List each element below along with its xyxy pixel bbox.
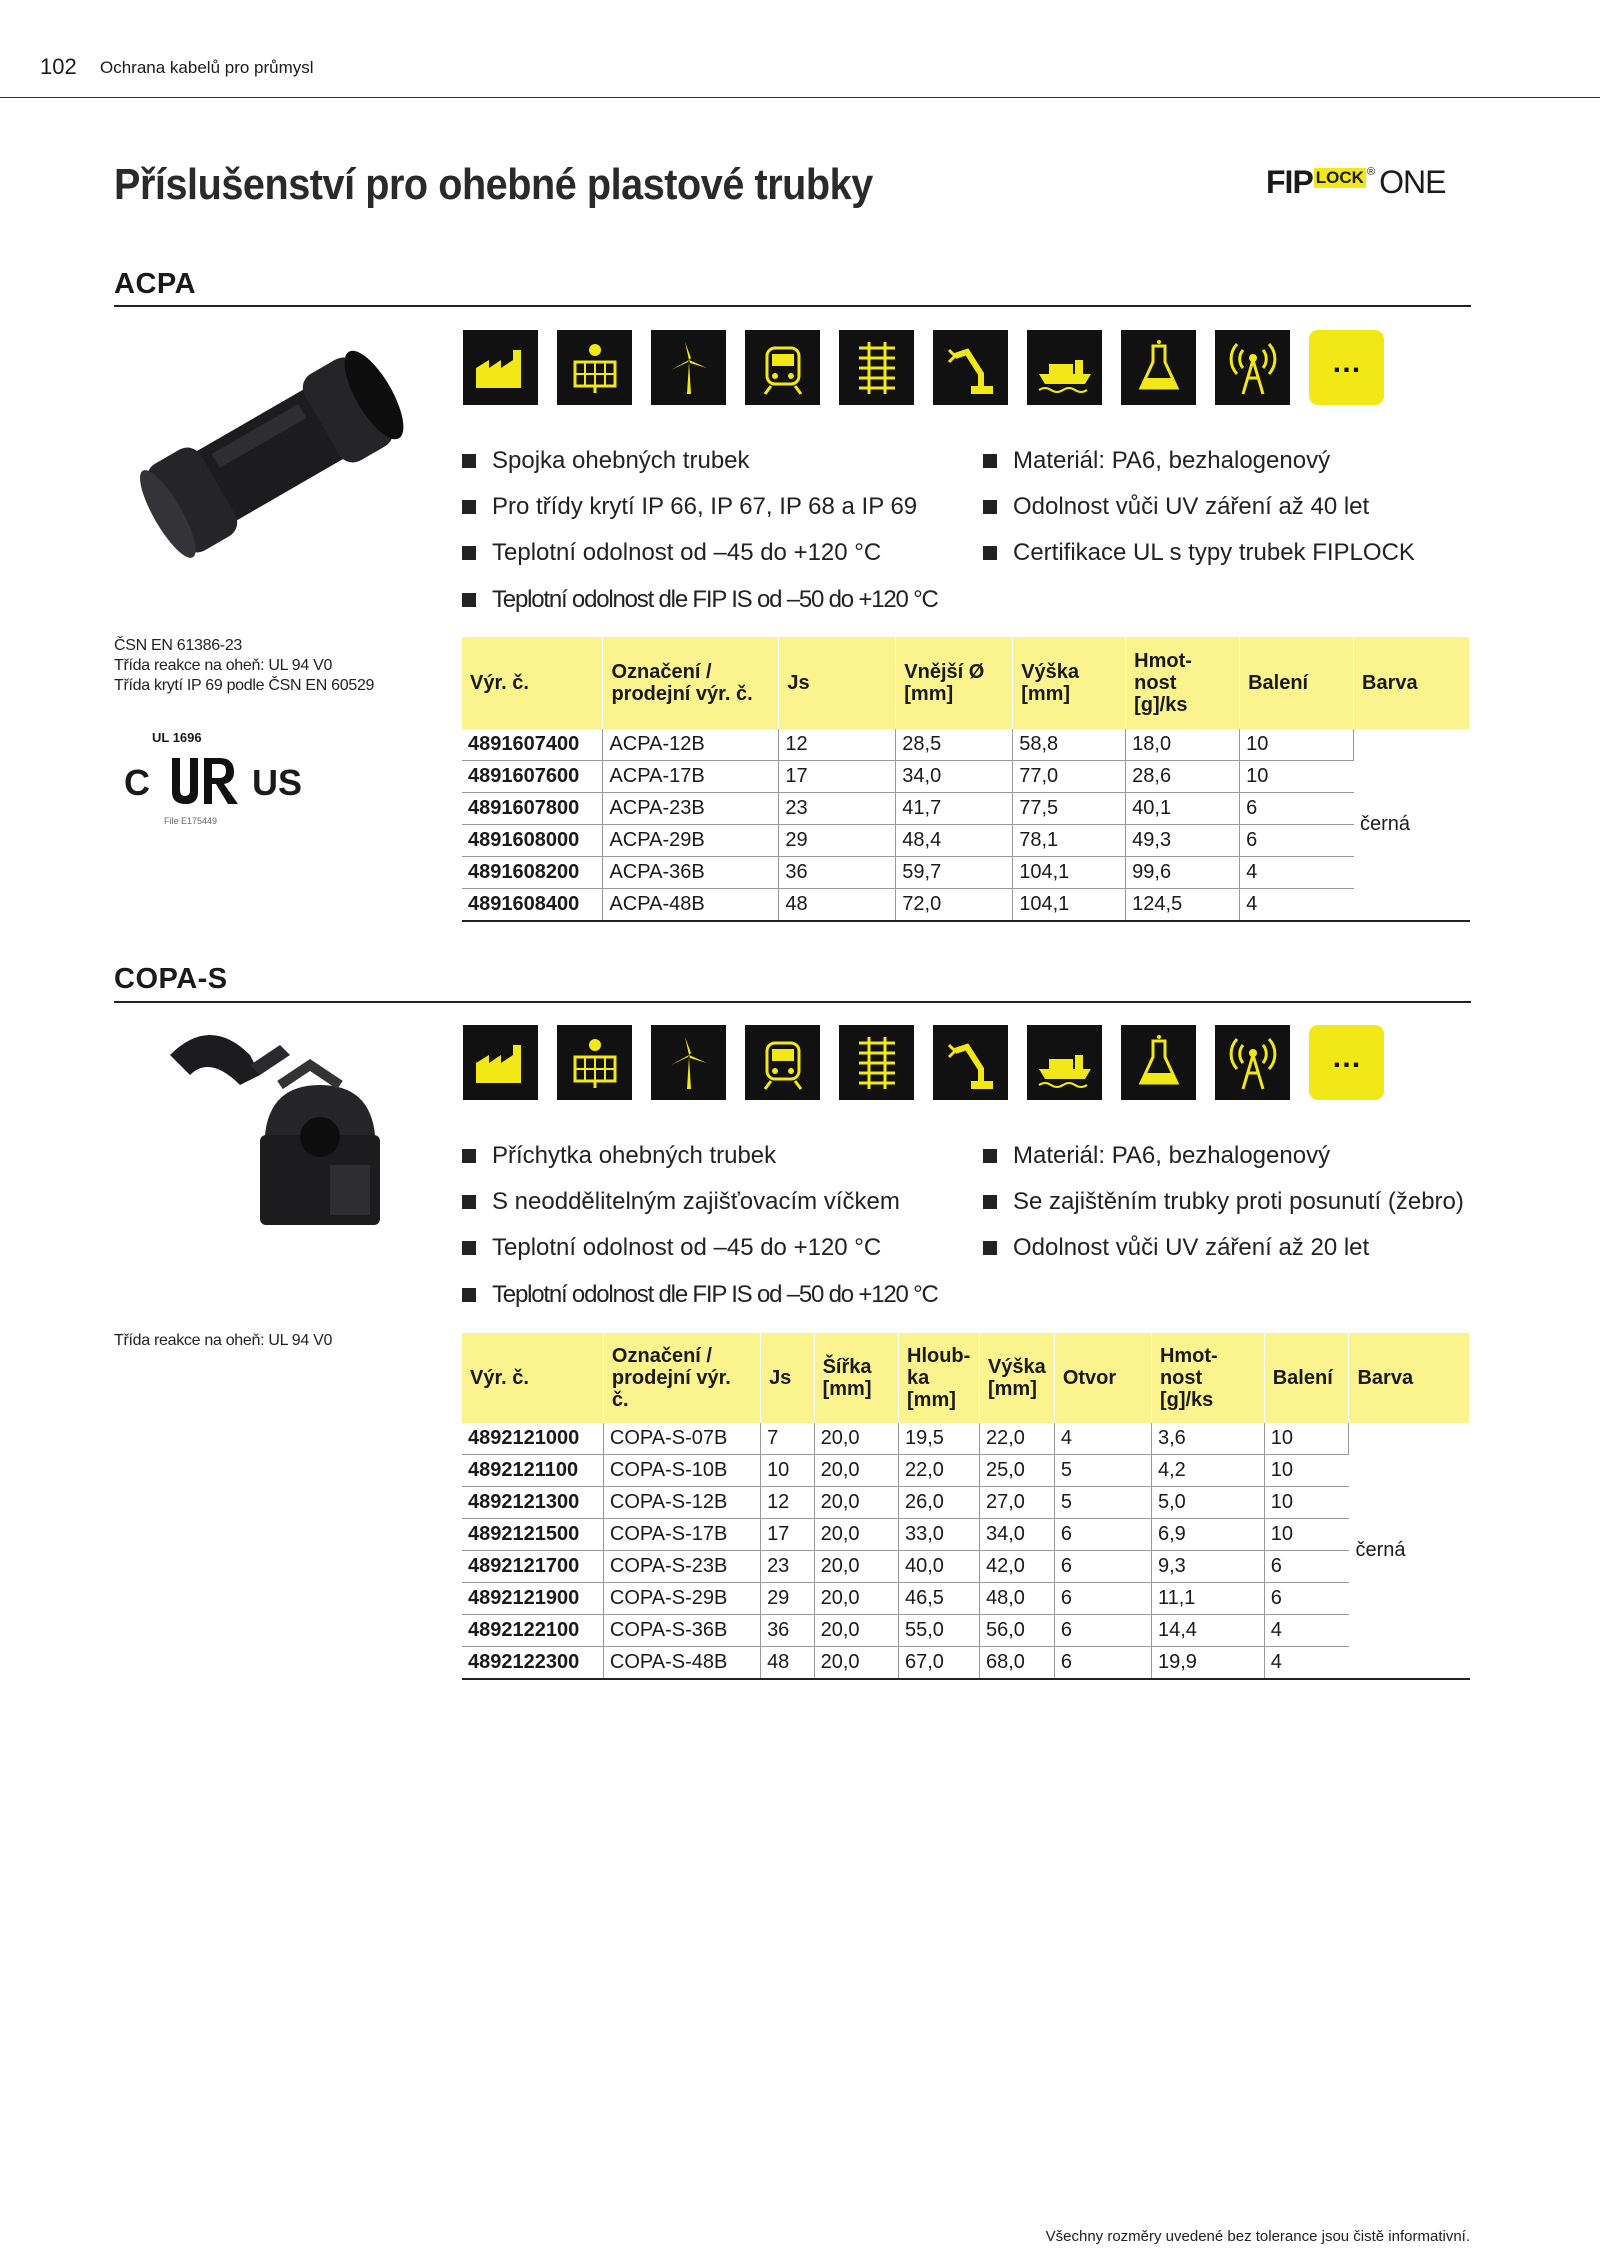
table-cell: 22,0 [979, 1423, 1054, 1455]
train-icon [745, 330, 820, 405]
table-cell: 17 [779, 761, 896, 793]
table-cell: COPA-S-29B [603, 1583, 760, 1615]
table-cell: 18,0 [1126, 729, 1240, 761]
table-cell: 10 [1264, 1423, 1349, 1455]
table-row [462, 1647, 1470, 1680]
ul-certification-mark [116, 730, 306, 840]
page-number: 102 [40, 54, 77, 79]
table-row [462, 1615, 1470, 1647]
logo-lock: LOCK [1315, 168, 1364, 187]
copa-industry-icons [463, 1025, 1384, 1100]
table-cell: 10 [1264, 1455, 1349, 1487]
table-cell: 17 [761, 1519, 815, 1551]
table-row [462, 1519, 1470, 1551]
table-cell: 22,0 [899, 1455, 980, 1487]
col-header: Hloub- ka [mm] [899, 1333, 980, 1423]
table-cell: 20,0 [814, 1423, 898, 1455]
robot-arm-icon [933, 330, 1008, 405]
wind-turbine-icon [651, 1025, 726, 1100]
wind-turbine-icon [651, 330, 726, 405]
table-cell: COPA-S-07B [603, 1423, 760, 1455]
acpa-side-note: ČSN EN 61386-23 [114, 637, 243, 654]
table-cell: 124,5 [1126, 889, 1240, 922]
col-header: Výška [mm] [979, 1333, 1054, 1423]
table-cell: 4 [1240, 889, 1354, 922]
table-cell: 28,5 [896, 729, 1013, 761]
table-cell: 26,0 [899, 1487, 980, 1519]
table-row [462, 889, 1470, 922]
ship-icon [1027, 1025, 1102, 1100]
table-cell: 33,0 [899, 1519, 980, 1551]
table-cell: 6 [1054, 1551, 1151, 1583]
col-header: Výr. č. [462, 1333, 603, 1423]
table-cell: 56,0 [979, 1615, 1054, 1647]
table-cell: COPA-S-36B [603, 1615, 760, 1647]
table-cell: 3,6 [1151, 1423, 1264, 1455]
acpa-product-image [130, 335, 410, 575]
col-header: Barva [1354, 637, 1470, 729]
table-cell: 28,6 [1126, 761, 1240, 793]
col-header: Výr. č. [462, 637, 603, 729]
table-row [462, 729, 1470, 761]
copa-bullet-1: Příchytka ohebných trubek [462, 1142, 776, 1170]
fiplock-one-logo [1266, 164, 1445, 200]
ul-mark-us: US [252, 762, 303, 803]
col-header: Js [761, 1333, 815, 1423]
table-row [462, 1423, 1470, 1455]
table-cell: 72,0 [896, 889, 1013, 922]
ul-mark-top: UL 1696 [152, 730, 202, 745]
table-cell: COPA-S-17B [603, 1519, 760, 1551]
table-cell: 68,0 [979, 1647, 1054, 1680]
table-cell: 48,0 [979, 1583, 1054, 1615]
railway-track-icon [839, 1025, 914, 1100]
table-cell: ACPA-12B [603, 729, 779, 761]
table-cell: 4891608000 [462, 825, 603, 857]
page-title: Příslušenství pro ohebné plastové trubky [114, 160, 873, 209]
table-cell: 40,1 [1126, 793, 1240, 825]
copa-side-notes [114, 1331, 332, 1351]
table-cell: 20,0 [814, 1583, 898, 1615]
more-icon-label: … [1331, 1040, 1362, 1074]
table-cell: COPA-S-48B [603, 1647, 760, 1680]
table-cell: 48,4 [896, 825, 1013, 857]
train-icon [745, 1025, 820, 1100]
table-cell: 10 [761, 1455, 815, 1487]
table-cell: ACPA-36B [603, 857, 779, 889]
table-cell: 4892121500 [462, 1519, 603, 1551]
table-cell: 6 [1054, 1519, 1151, 1551]
table-cell: 4,2 [1151, 1455, 1264, 1487]
table-cell: 49,3 [1126, 825, 1240, 857]
acpa-bullet-2: Pro třídy krytí IP 66, IP 67, IP 68 a IP 69 [462, 493, 917, 521]
table-cell: 4 [1054, 1423, 1151, 1455]
logo-one: ONE [1379, 164, 1446, 200]
col-header: Hmot- nost [g]/ks [1151, 1333, 1264, 1423]
table-cell: 6,9 [1151, 1519, 1264, 1551]
antenna-icon [1215, 330, 1290, 405]
table-cell: ACPA-23B [603, 793, 779, 825]
table-cell: 34,0 [896, 761, 1013, 793]
acpa-side-note: Třída reakce na oheň: UL 94 V0 [114, 657, 333, 674]
table-cell: 5,0 [1151, 1487, 1264, 1519]
flask-icon [1121, 330, 1196, 405]
table-cell: 78,1 [1013, 825, 1126, 857]
table-cell: 20,0 [814, 1551, 898, 1583]
table-cell: 20,0 [814, 1647, 898, 1680]
copa-side-note: Třída reakce na oheň: UL 94 V0 [114, 1332, 333, 1349]
robot-arm-icon [933, 1025, 1008, 1100]
table-cell: COPA-S-12B [603, 1487, 760, 1519]
flask-icon [1121, 1025, 1196, 1100]
table-cell: 4891608400 [462, 889, 603, 922]
table-row [462, 761, 1470, 793]
table-row [462, 793, 1470, 825]
table-cell: 41,7 [896, 793, 1013, 825]
table-cell: 6 [1240, 793, 1354, 825]
acpa-industry-icons [463, 330, 1384, 405]
acpa-side-notes [114, 636, 374, 696]
table-cell: 4892121300 [462, 1487, 603, 1519]
table-cell: 6 [1054, 1615, 1151, 1647]
table-cell: 6 [1264, 1551, 1349, 1583]
more-icon [1309, 1025, 1384, 1100]
copa-product-image [150, 1025, 410, 1265]
table-cell: 20,0 [814, 1455, 898, 1487]
table-cell: 25,0 [979, 1455, 1054, 1487]
table-row [462, 825, 1470, 857]
table-cell: 19,5 [899, 1423, 980, 1455]
table-cell: 4891607800 [462, 793, 603, 825]
table-cell: 4 [1264, 1647, 1349, 1680]
table-cell: 59,7 [896, 857, 1013, 889]
table-cell: 11,1 [1151, 1583, 1264, 1615]
table-cell: 4892121100 [462, 1455, 603, 1487]
table-row [462, 1583, 1470, 1615]
table-cell: 36 [779, 857, 896, 889]
table-cell: 4891608200 [462, 857, 603, 889]
table-row [462, 1487, 1470, 1519]
table-cell: 6 [1264, 1583, 1349, 1615]
table-cell: 34,0 [979, 1519, 1054, 1551]
col-header: Šířka [mm] [814, 1333, 898, 1423]
table-cell: 23 [761, 1551, 815, 1583]
table-cell: 48 [761, 1647, 815, 1680]
copa-table-header [462, 1333, 1470, 1423]
copa-bullet-3: Teplotní odolnost od –45 do +120 °C [462, 1234, 881, 1262]
copa-rule [114, 1001, 1471, 1003]
acpa-table [462, 637, 1470, 922]
table-cell: 4892122100 [462, 1615, 603, 1647]
table-cell: 10 [1240, 761, 1354, 793]
page-header [0, 0, 1600, 100]
acpa-heading: ACPA [114, 268, 197, 300]
col-header: Vnější Ø [mm] [896, 637, 1013, 729]
col-header: Hmot- nost [g]/ks [1126, 637, 1240, 729]
logo-fip: FIP [1266, 164, 1313, 200]
col-header: Označení / prodejní výr. č. [603, 1333, 760, 1423]
col-header: Označení / prodejní výr. č. [603, 637, 779, 729]
table-cell: 4891607600 [462, 761, 603, 793]
col-header: Výška [mm] [1013, 637, 1126, 729]
table-cell: 104,1 [1013, 889, 1126, 922]
table-cell: ACPA-17B [603, 761, 779, 793]
copa-bullet-5: Materiál: PA6, bezhalogenový [983, 1142, 1330, 1170]
ship-icon [1027, 330, 1102, 405]
table-cell: 10 [1240, 729, 1354, 761]
color-cell: černá [1354, 729, 1470, 921]
solar-panel-icon [557, 1025, 632, 1100]
col-header: Balení [1264, 1333, 1349, 1423]
table-cell: 19,9 [1151, 1647, 1264, 1680]
table-row [462, 857, 1470, 889]
logo-reg: ® [1366, 166, 1376, 178]
table-cell: 20,0 [814, 1487, 898, 1519]
acpa-side-note: Třída krytí IP 69 podle ČSN EN 60529 [114, 677, 375, 694]
table-cell: 40,0 [899, 1551, 980, 1583]
table-cell: ACPA-29B [603, 825, 779, 857]
acpa-bullet-4: Teplotní odolnost dle FIP IS od –50 do +120 °C [462, 586, 938, 614]
table-cell: COPA-S-10B [603, 1455, 760, 1487]
copa-bullet-4: Teplotní odolnost dle FIP IS od –50 do +120 °C [462, 1281, 938, 1309]
table-cell: 4892121700 [462, 1551, 603, 1583]
acpa-bullet-5: Materiál: PA6, bezhalogenový [983, 447, 1330, 475]
table-cell: 46,5 [899, 1583, 980, 1615]
table-cell: 12 [779, 729, 896, 761]
copa-bullet-2: S neoddělitelným zajišťovacím víčkem [462, 1188, 900, 1216]
acpa-bullet-6: Odolnost vůči UV záření až 40 let [983, 493, 1369, 521]
table-cell: 12 [761, 1487, 815, 1519]
table-cell: 4892122300 [462, 1647, 603, 1680]
table-cell: 29 [779, 825, 896, 857]
ul-mark-file: File E175449 [164, 816, 218, 826]
table-cell: 6 [1054, 1647, 1151, 1680]
factory-icon [463, 1025, 538, 1100]
table-cell: 9,3 [1151, 1551, 1264, 1583]
table-cell: 42,0 [979, 1551, 1054, 1583]
col-header: Barva [1349, 1333, 1470, 1423]
col-header: Js [779, 637, 896, 729]
table-cell: 77,0 [1013, 761, 1126, 793]
antenna-icon [1215, 1025, 1290, 1100]
table-cell: 20,0 [814, 1519, 898, 1551]
table-cell: 4 [1264, 1615, 1349, 1647]
table-cell: COPA-S-23B [603, 1551, 760, 1583]
table-cell: 4892121000 [462, 1423, 603, 1455]
header-title: Ochrana kabelů pro průmysl [100, 58, 314, 77]
table-cell: 27,0 [979, 1487, 1054, 1519]
copa-bullet-7: Odolnost vůči UV záření až 20 let [983, 1234, 1369, 1262]
table-row [462, 1455, 1470, 1487]
acpa-bullet-1: Spojka ohebných trubek [462, 447, 750, 475]
copa-heading: COPA-S [114, 963, 228, 995]
header-rule [0, 97, 1600, 98]
factory-icon [463, 330, 538, 405]
table-cell: 14,4 [1151, 1615, 1264, 1647]
acpa-rule [114, 305, 1471, 307]
table-cell: ACPA-48B [603, 889, 779, 922]
table-cell: 6 [1240, 825, 1354, 857]
table-cell: 10 [1264, 1487, 1349, 1519]
table-cell: 104,1 [1013, 857, 1126, 889]
copa-table [462, 1333, 1470, 1680]
acpa-bullet-3: Teplotní odolnost od –45 do +120 °C [462, 539, 881, 567]
table-cell: 4891607400 [462, 729, 603, 761]
col-header: Balení [1240, 637, 1354, 729]
table-cell: 48 [779, 889, 896, 922]
table-cell: 20,0 [814, 1615, 898, 1647]
table-cell: 99,6 [1126, 857, 1240, 889]
table-cell: 77,5 [1013, 793, 1126, 825]
table-cell: 5 [1054, 1487, 1151, 1519]
table-row [462, 1551, 1470, 1583]
ur-mark-icon [164, 752, 244, 812]
copa-bullet-6: Se zajištěním trubky proti posunutí (žebro) [983, 1188, 1464, 1216]
table-cell: 23 [779, 793, 896, 825]
table-cell: 5 [1054, 1455, 1151, 1487]
acpa-bullet-7: Certifikace UL s typy trubek FIPLOCK [983, 539, 1415, 567]
acpa-table-header [462, 637, 1470, 729]
table-cell: 29 [761, 1583, 815, 1615]
table-cell: 55,0 [899, 1615, 980, 1647]
more-icon [1309, 330, 1384, 405]
table-cell: 4892121900 [462, 1583, 603, 1615]
railway-track-icon [839, 330, 914, 405]
table-cell: 7 [761, 1423, 815, 1455]
table-cell: 10 [1264, 1519, 1349, 1551]
col-header: Otvor [1054, 1333, 1151, 1423]
table-cell: 4 [1240, 857, 1354, 889]
footer-note: Všechny rozměry uvedené bez tolerance jsou čistě informativní. [1045, 2228, 1470, 2245]
table-cell: 67,0 [899, 1647, 980, 1680]
solar-panel-icon [557, 330, 632, 405]
color-cell: černá [1349, 1423, 1470, 1679]
ul-mark-c: C [124, 762, 150, 803]
table-cell: 36 [761, 1615, 815, 1647]
more-icon-label: … [1331, 345, 1362, 379]
table-cell: 58,8 [1013, 729, 1126, 761]
table-cell: 6 [1054, 1583, 1151, 1615]
